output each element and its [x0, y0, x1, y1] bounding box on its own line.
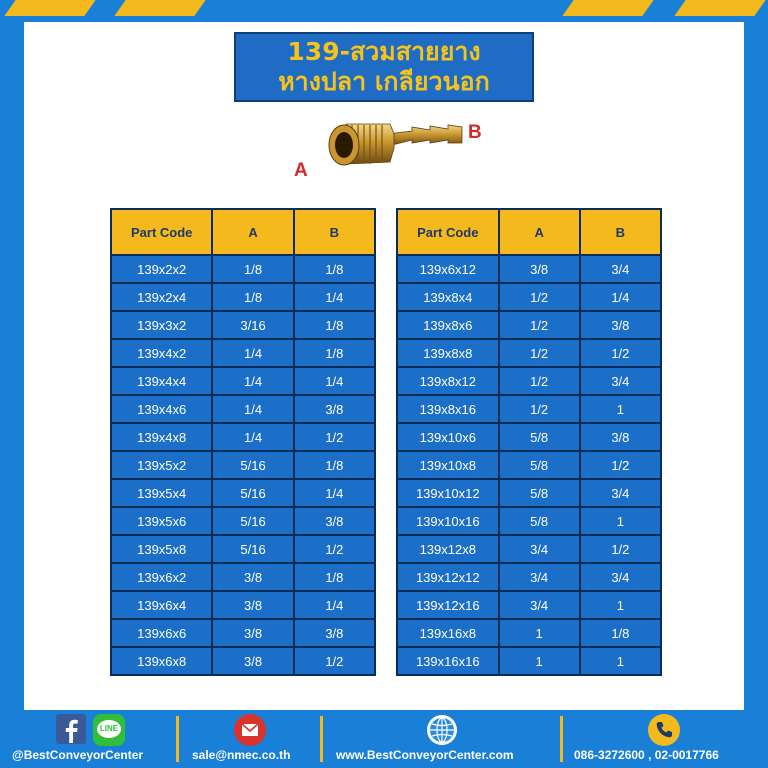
dimension-b-cell: 3/4 — [580, 479, 661, 507]
table-row — [111, 339, 375, 367]
part-code-cell: 139x4x8 — [111, 423, 212, 451]
table-header-row — [397, 209, 661, 255]
dimension-b-cell: 1/2 — [580, 339, 661, 367]
table-header-row — [111, 209, 375, 255]
table-row — [397, 647, 661, 675]
part-code-cell: 139x4x6 — [111, 395, 212, 423]
table-row — [111, 479, 375, 507]
dimension-a-cell: 3/8 — [499, 255, 580, 283]
part-code-cell: 139x16x8 — [397, 619, 499, 647]
dimension-b-cell: 3/8 — [294, 619, 375, 647]
social-handle[interactable]: @BestConveyorCenter — [12, 748, 144, 762]
facebook-icon[interactable] — [56, 714, 86, 744]
part-code-cell: 139x6x12 — [397, 255, 499, 283]
dimension-b-cell: 3/8 — [580, 311, 661, 339]
table-row — [397, 339, 661, 367]
title-line-1: 139-สวมสายยาง — [287, 37, 481, 66]
dimension-b-cell: 1/8 — [294, 451, 375, 479]
footer-separator — [560, 716, 563, 762]
dimension-b-cell: 1/2 — [294, 535, 375, 563]
footer-separator — [320, 716, 323, 762]
header-part-code: Part Code — [397, 209, 499, 255]
table-row — [111, 591, 375, 619]
part-code-cell: 139x16x16 — [397, 647, 499, 675]
dimension-b-cell: 1/8 — [294, 255, 375, 283]
dimension-a-cell: 1/2 — [499, 339, 580, 367]
table-row — [397, 591, 661, 619]
dimension-b-cell: 3/8 — [294, 507, 375, 535]
part-code-cell: 139x2x2 — [111, 255, 212, 283]
dimension-b-cell: 1/8 — [294, 563, 375, 591]
part-code-cell: 139x8x16 — [397, 395, 499, 423]
dimension-a-cell: 5/16 — [212, 451, 293, 479]
dimension-a-cell: 3/8 — [212, 647, 293, 675]
part-code-cell: 139x8x6 — [397, 311, 499, 339]
dimension-label-b: B — [468, 122, 482, 143]
email-icon[interactable] — [234, 714, 266, 746]
dimension-b-cell: 1/4 — [580, 283, 661, 311]
table-row — [397, 395, 661, 423]
line-icon[interactable] — [93, 714, 125, 746]
table-row — [111, 451, 375, 479]
header-b: B — [580, 209, 661, 255]
dimension-a-cell: 1 — [499, 619, 580, 647]
table-row — [397, 563, 661, 591]
header-a: A — [499, 209, 580, 255]
table-row — [397, 255, 661, 283]
table-row — [397, 535, 661, 563]
parts-table-left — [110, 208, 376, 676]
part-code-cell: 139x5x6 — [111, 507, 212, 535]
dimension-b-cell: 1 — [580, 591, 661, 619]
dimension-a-cell: 1/2 — [499, 367, 580, 395]
globe-icon[interactable] — [426, 714, 458, 746]
dimension-b-cell: 1 — [580, 395, 661, 423]
dimension-a-cell: 5/8 — [499, 451, 580, 479]
header-a: A — [212, 209, 293, 255]
table-row — [111, 619, 375, 647]
dimension-a-cell: 1/8 — [212, 255, 293, 283]
table-row — [111, 283, 375, 311]
header-part-code: Part Code — [111, 209, 212, 255]
table-row — [111, 311, 375, 339]
dimension-a-cell: 5/8 — [499, 507, 580, 535]
dimension-b-cell: 1/4 — [294, 591, 375, 619]
dimension-a-cell: 3/16 — [212, 311, 293, 339]
table-row — [111, 563, 375, 591]
header-b: B — [294, 209, 375, 255]
table-row — [397, 283, 661, 311]
part-code-cell: 139x8x12 — [397, 367, 499, 395]
dimension-a-cell: 3/4 — [499, 563, 580, 591]
dimension-b-cell: 3/4 — [580, 563, 661, 591]
part-code-cell: 139x10x6 — [397, 423, 499, 451]
part-code-cell: 139x5x8 — [111, 535, 212, 563]
part-code-cell: 139x4x4 — [111, 367, 212, 395]
part-code-cell: 139x12x12 — [397, 563, 499, 591]
dimension-b-cell: 1/8 — [580, 619, 661, 647]
dimension-a-cell: 3/8 — [212, 619, 293, 647]
dimension-b-cell: 1/4 — [294, 367, 375, 395]
part-code-cell: 139x12x8 — [397, 535, 499, 563]
dimension-b-cell: 3/4 — [580, 367, 661, 395]
part-code-cell: 139x8x4 — [397, 283, 499, 311]
dimension-a-cell: 5/16 — [212, 535, 293, 563]
part-code-cell: 139x5x2 — [111, 451, 212, 479]
dimension-b-cell: 1/2 — [294, 647, 375, 675]
dimension-a-cell: 1/4 — [212, 395, 293, 423]
dimension-b-cell: 1/4 — [294, 479, 375, 507]
dimension-a-cell: 5/16 — [212, 479, 293, 507]
dimension-a-cell: 1/4 — [212, 423, 293, 451]
part-code-cell: 139x6x6 — [111, 619, 212, 647]
part-code-cell: 139x8x8 — [397, 339, 499, 367]
dimension-b-cell: 1/4 — [294, 283, 375, 311]
part-code-cell: 139x5x4 — [111, 479, 212, 507]
table-row — [397, 451, 661, 479]
phone-icon[interactable] — [648, 714, 680, 746]
dimension-a-cell: 1/8 — [212, 283, 293, 311]
part-code-cell: 139x12x16 — [397, 591, 499, 619]
website-url[interactable]: www.BestConveyorCenter.com — [336, 748, 514, 762]
dimension-b-cell: 1 — [580, 647, 661, 675]
table-row — [397, 619, 661, 647]
dimension-b-cell: 1/2 — [580, 535, 661, 563]
table-row — [111, 423, 375, 451]
parts-table-right — [396, 208, 662, 676]
dimension-a-cell: 1/2 — [499, 283, 580, 311]
part-code-cell: 139x6x4 — [111, 591, 212, 619]
table-row — [111, 255, 375, 283]
part-code-cell: 139x6x2 — [111, 563, 212, 591]
dimension-b-cell: 1/2 — [294, 423, 375, 451]
part-code-cell: 139x10x16 — [397, 507, 499, 535]
top-stripe — [674, 0, 765, 16]
top-stripe — [114, 0, 205, 16]
dimension-label-a: A — [294, 160, 308, 181]
table-row — [111, 395, 375, 423]
table-row — [397, 367, 661, 395]
footer-separator — [176, 716, 179, 762]
top-stripe — [562, 0, 653, 16]
dimension-b-cell: 3/8 — [294, 395, 375, 423]
dimension-b-cell: 1/8 — [294, 311, 375, 339]
part-code-cell: 139x4x2 — [111, 339, 212, 367]
dimension-a-cell: 1/4 — [212, 367, 293, 395]
dimension-a-cell: 5/16 — [212, 507, 293, 535]
line-badge-text: LINE — [99, 724, 119, 733]
top-stripe — [4, 0, 95, 16]
hose-barb-fitting-image — [312, 112, 472, 182]
table-row — [397, 507, 661, 535]
part-code-cell: 139x10x8 — [397, 451, 499, 479]
title-box — [234, 32, 534, 102]
dimension-b-cell: 1 — [580, 507, 661, 535]
table-row — [397, 311, 661, 339]
table-row — [111, 507, 375, 535]
dimension-a-cell: 3/8 — [212, 563, 293, 591]
dimension-b-cell: 3/8 — [580, 423, 661, 451]
dimension-b-cell: 1/8 — [294, 339, 375, 367]
dimension-b-cell: 1/2 — [580, 451, 661, 479]
dimension-b-cell: 3/4 — [580, 255, 661, 283]
table-row — [111, 647, 375, 675]
email-address[interactable]: sale@nmec.co.th — [192, 748, 291, 762]
part-code-cell: 139x6x8 — [111, 647, 212, 675]
dimension-a-cell: 3/4 — [499, 591, 580, 619]
part-code-cell: 139x10x12 — [397, 479, 499, 507]
dimension-a-cell: 5/8 — [499, 479, 580, 507]
dimension-a-cell: 3/8 — [212, 591, 293, 619]
dimension-a-cell: 1/4 — [212, 339, 293, 367]
phone-numbers[interactable]: 086-3272600 , 02-0017766 — [574, 748, 719, 762]
dimension-a-cell: 5/8 — [499, 423, 580, 451]
table-row — [397, 479, 661, 507]
dimension-a-cell: 3/4 — [499, 535, 580, 563]
part-code-cell: 139x2x4 — [111, 283, 212, 311]
dimension-a-cell: 1/2 — [499, 311, 580, 339]
table-row — [397, 423, 661, 451]
dimension-a-cell: 1/2 — [499, 395, 580, 423]
dimension-a-cell: 1 — [499, 647, 580, 675]
table-row — [111, 367, 375, 395]
title-line-2: หางปลา เกลียวนอก — [278, 67, 490, 96]
part-code-cell: 139x3x2 — [111, 311, 212, 339]
table-row — [111, 535, 375, 563]
